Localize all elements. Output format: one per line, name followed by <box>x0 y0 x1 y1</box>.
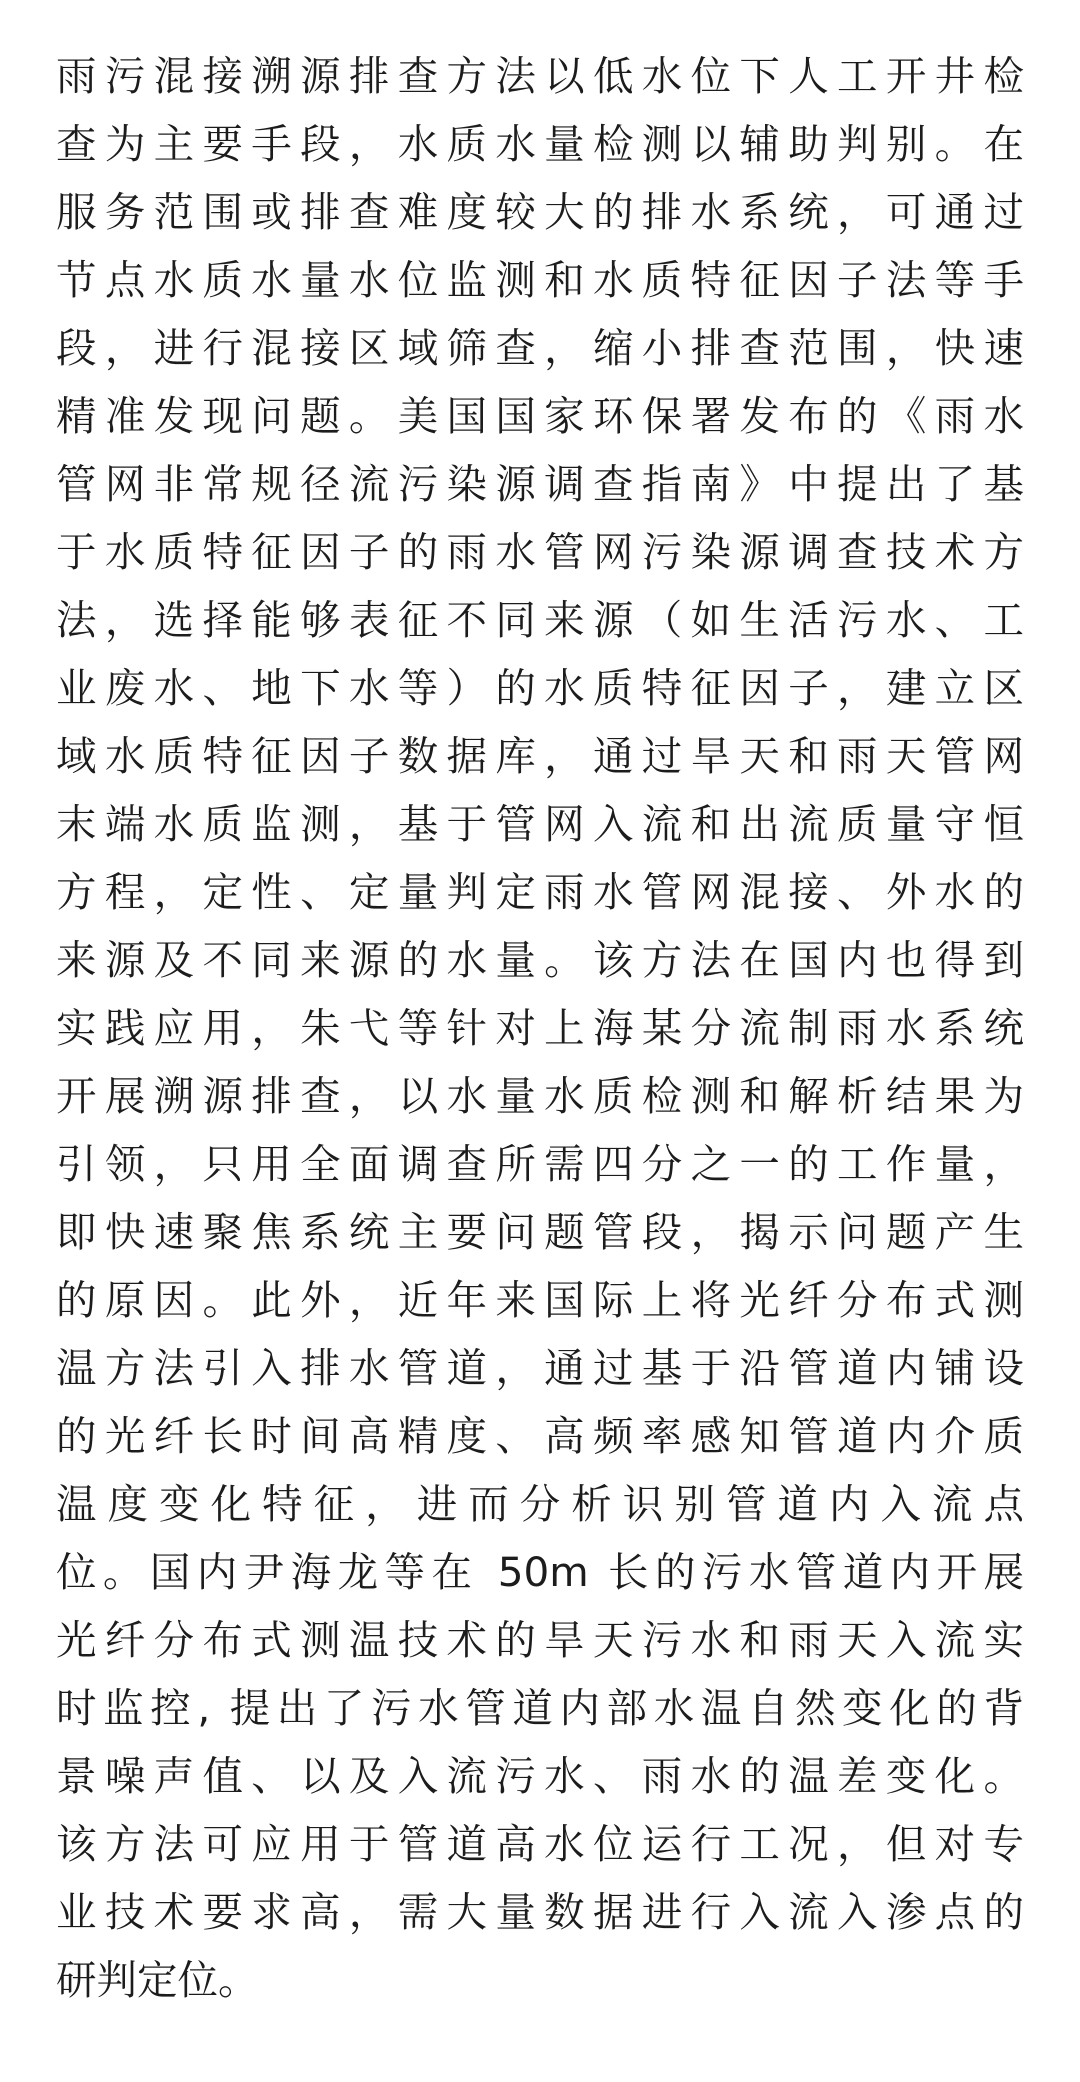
paragraph-line-9: 法，选择能够表征不同来源（如生活污水、工 <box>56 596 1024 644</box>
paragraph-line-6: 精准发现问题。美国国家环保署发布的《雨水 <box>56 392 1024 440</box>
paragraph-line-23: 位。国内尹海龙等在 50m 长的污水管道内开展 <box>56 1548 1024 1596</box>
paragraph-line-24: 光纤分布式测温技术的旱天污水和雨天入流实 <box>56 1616 1024 1664</box>
paragraph-line-13: 方程，定性、定量判定雨水管网混接、外水的 <box>56 868 1024 916</box>
paragraph-line-4: 节点水质水量水位监测和水质特征因子法等手 <box>56 256 1024 304</box>
paragraph-line-16: 开展溯源排查，以水量水质检测和解析结果为 <box>56 1072 1024 1120</box>
paragraph-line-21: 的光纤长时间高精度、高频率感知管道内介质 <box>56 1412 1024 1460</box>
paragraph-line-14: 来源及不同来源的水量。该方法在国内也得到 <box>56 936 1024 984</box>
paragraph-line-1: 雨污混接溯源排查方法以低水位下人工开井检 <box>56 52 1024 100</box>
paragraph-line-18: 即快速聚焦系统主要问题管段，揭示问题产生 <box>56 1208 1024 1256</box>
paragraph-line-8: 于水质特征因子的雨水管网污染源调查技术方 <box>56 528 1024 576</box>
paragraph-line-29: 研判定位。 <box>56 1956 259 2004</box>
paragraph-line-12: 末端水质监测，基于管网入流和出流质量守恒 <box>56 800 1024 848</box>
paragraph-line-10: 业废水、地下水等）的水质特征因子，建立区 <box>56 664 1024 712</box>
paragraph-line-15: 实践应用，朱弋等针对上海某分流制雨水系统 <box>56 1004 1024 1052</box>
paragraph-line-28: 业技术要求高，需大量数据进行入流入渗点的 <box>56 1888 1024 1936</box>
paragraph-line-19: 的原因。此外，近年来国际上将光纤分布式测 <box>56 1276 1024 1324</box>
paragraph-line-11: 域水质特征因子数据库，通过旱天和雨天管网 <box>56 732 1024 780</box>
paragraph-line-27: 该方法可应用于管道高水位运行工况，但对专 <box>56 1820 1024 1868</box>
paragraph-line-20: 温方法引入排水管道，通过基于沿管道内铺设 <box>56 1344 1024 1392</box>
paragraph-line-2: 查为主要手段，水质水量检测以辅助判别。在 <box>56 120 1024 168</box>
paragraph-line-22: 温度变化特征，进而分析识别管道内入流点 <box>56 1480 1024 1528</box>
paragraph-line-3: 服务范围或排查难度较大的排水系统，可通过 <box>56 188 1024 236</box>
paragraph-line-7: 管网非常规径流污染源调查指南》中提出了基 <box>56 460 1024 508</box>
paragraph-line-26: 景噪声值、以及入流污水、雨水的温差变化。 <box>56 1752 1024 1800</box>
paragraph-line-5: 段，进行混接区域筛查，缩小排查范围，快速 <box>56 324 1024 372</box>
paragraph-line-25: 时监控, 提出了污水管道内部水温自然变化的背 <box>56 1684 1024 1732</box>
paragraph-line-17: 引领，只用全面调查所需四分之一的工作量， <box>56 1140 1024 1188</box>
